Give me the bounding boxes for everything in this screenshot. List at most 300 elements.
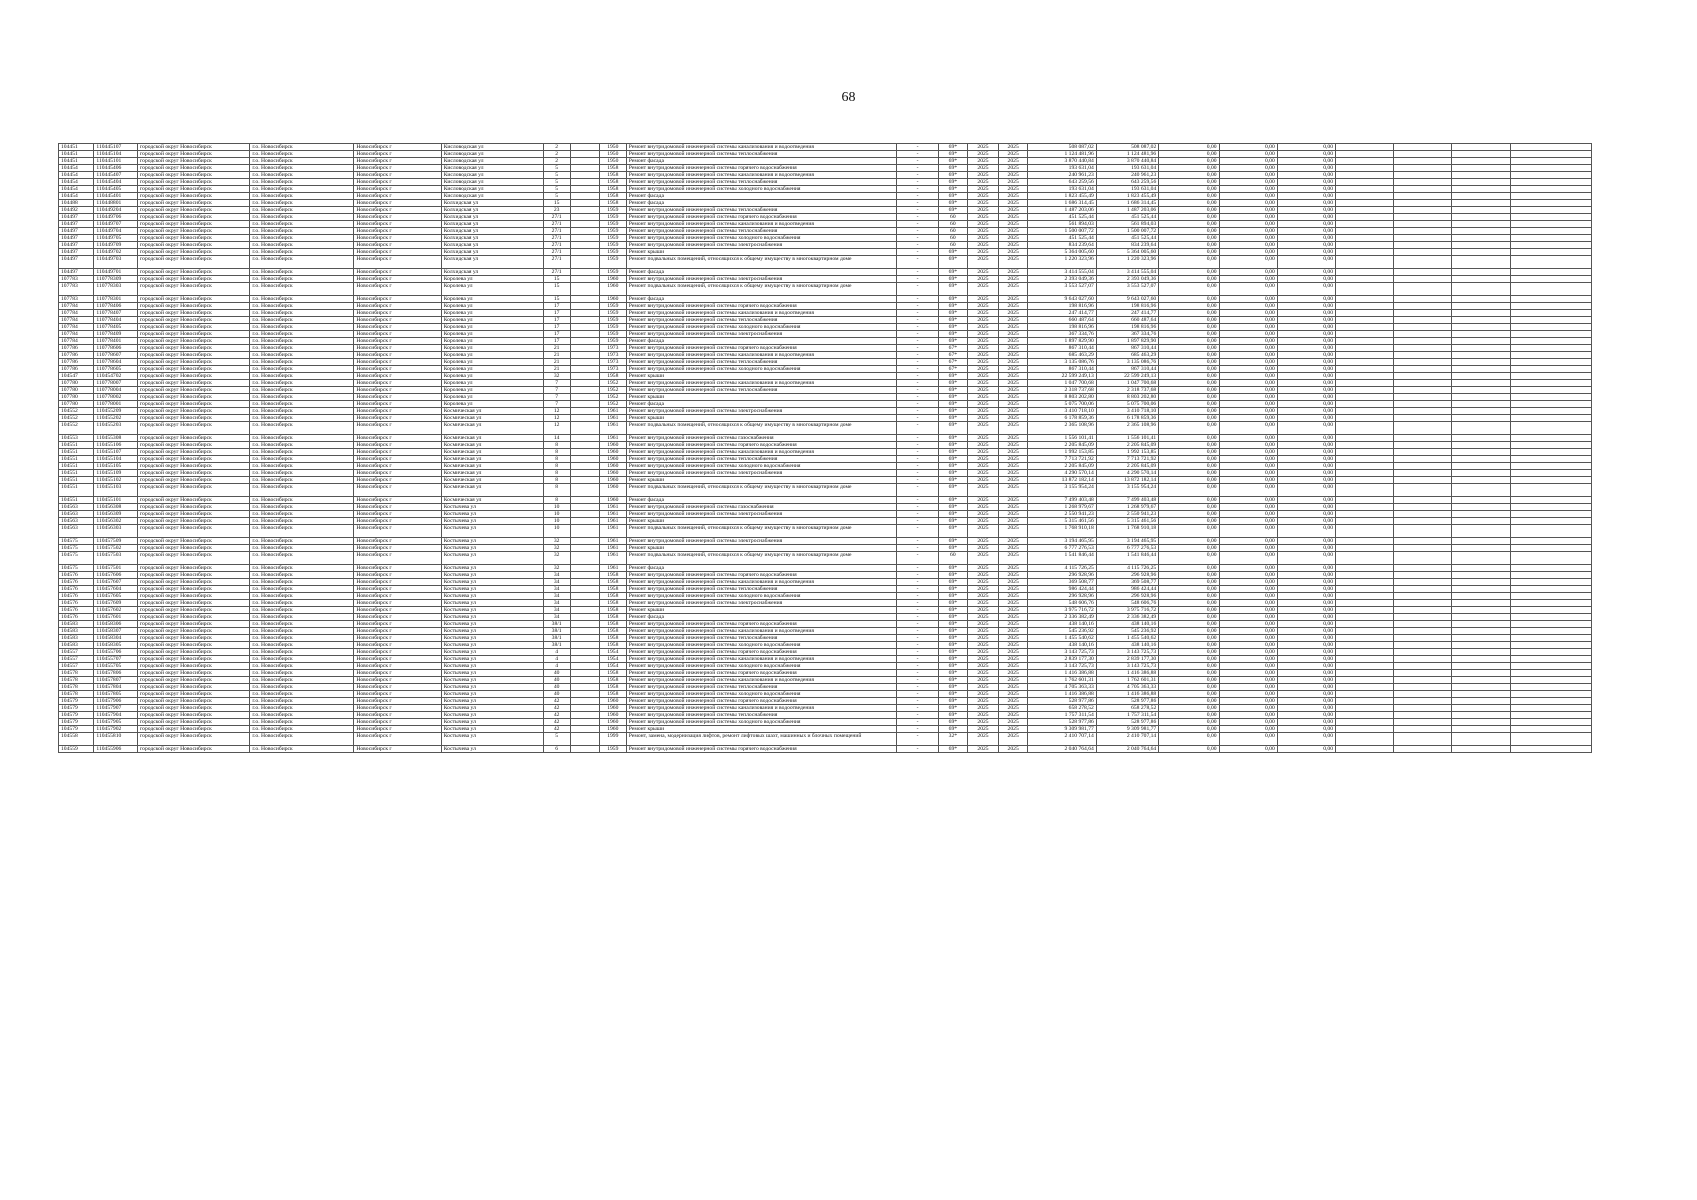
cell-fund-amount: 3 155 954,24 [1096,484,1158,497]
table-row [59,228,1592,235]
cell-extra-1 [1336,552,1394,565]
cell-wear-percent: 69* [938,712,967,719]
cell-extra-3 [1452,158,1510,165]
cell-year-built: 1958 [599,165,626,172]
cell-work-id: 110455107 [94,449,138,456]
cell-plan-year-start: 2025 [967,366,998,373]
table-row [59,352,1592,359]
table-row [59,642,1592,649]
cell-fund-amount: 1 897 829,90 [1096,338,1158,345]
table-row [59,296,1592,303]
cell-plan-year-start: 2025 [967,242,998,249]
cell-budget-federal: 0,00 [1159,435,1219,442]
cell-building [570,338,599,345]
cell-municipality: городской округ Новосибирск [138,677,250,684]
cell-wear-percent: 69* [938,415,967,422]
cell-house-number: 21 [543,345,570,352]
cell-plan-year-start: 2025 [967,324,998,331]
cell-extra-1 [1336,207,1394,214]
cell-extra-3 [1452,359,1510,366]
cell-fund-amount: 3 143 725,73 [1096,663,1158,670]
cell-extra-1 [1336,401,1394,408]
cell-building [570,317,599,324]
cell-work-id: 110454702 [94,373,138,380]
cell-fund-amount: 2 365 108,96 [1096,422,1158,435]
cell-total-cost: 369 508,77 [1028,579,1097,586]
cell-work-type: Ремонт внутридомовой инженерной системы горячего водоснабжения [626,303,896,310]
cell-extra-1 [1336,283,1394,296]
table-row [59,442,1592,449]
table-row [59,242,1592,249]
table-row [59,733,1592,746]
cell-house-id: 104579 [59,719,94,726]
cell-budget-federal: 0,00 [1159,463,1219,470]
cell-building [570,144,599,151]
table-row [59,303,1592,310]
cell-year-built: 1961 [599,518,626,525]
cell-municipality: городской округ Новосибирск [138,144,250,151]
cell-municipality: городской округ Новосибирск [138,179,250,186]
cell-work-id: 110457501 [94,565,138,572]
cell-dash: - [897,144,939,151]
cell-dash: - [897,504,939,511]
cell-extra-3 [1452,373,1510,380]
cell-work-type: Ремонт внутридомовой инженерной системы электроснабжения [626,331,896,338]
cell-city-district: г.о. Новосибирск [250,484,354,497]
cell-budget-regional: 0,00 [1219,621,1277,628]
cell-fund-amount: 367 334,76 [1096,331,1158,338]
cell-extra-2 [1394,200,1452,207]
table-row [59,193,1592,200]
cell-extra-1 [1336,684,1394,691]
cell-budget-federal: 0,00 [1159,593,1219,600]
cell-house-id: 107784 [59,317,94,324]
table-row [59,415,1592,422]
cell-fund-amount: 2 336 382,49 [1096,614,1158,621]
cell-budget-local: 0,00 [1277,394,1335,401]
cell-work-id: 110457902 [94,726,138,733]
cell-house-number: 27/1 [543,221,570,228]
cell-street: Костычева ул [441,600,543,607]
cell-year-built: 1960 [599,442,626,449]
cell-municipality: городской округ Новосибирск [138,746,250,753]
cell-budget-regional: 0,00 [1219,296,1277,303]
cell-wear-percent: 69* [938,463,967,470]
cell-house-number: 27/1 [543,235,570,242]
cell-municipality: городской округ Новосибирск [138,276,250,283]
cell-budget-local: 0,00 [1277,449,1335,456]
cell-total-cost: 240 961,23 [1028,172,1097,179]
cell-work-id: 110457509 [94,538,138,545]
cell-municipality: городской округ Новосибирск [138,242,250,249]
cell-work-id: 110456308 [94,504,138,511]
cell-extra-1 [1336,249,1394,256]
cell-building [570,193,599,200]
cell-dash: - [897,593,939,600]
cell-fund-amount: 1 047 700,68 [1096,380,1158,387]
cell-street: Костычева ул [441,511,543,518]
cell-total-cost: 867 310,44 [1028,366,1097,373]
cell-house-id: 107784 [59,338,94,345]
cell-building [570,621,599,628]
cell-plan-year-start: 2025 [967,705,998,712]
cell-extra-4 [1510,179,1591,186]
cell-locality: Новосибирск г [354,186,441,193]
cell-work-type: Ремонт внутридомовой инженерной системы горячего водоснабжения [626,442,896,449]
cell-extra-2 [1394,394,1452,401]
table-row [59,712,1592,719]
cell-budget-federal: 0,00 [1159,366,1219,373]
cell-wear-percent: 69* [938,324,967,331]
cell-building [570,296,599,303]
cell-plan-year-end: 2025 [999,179,1028,186]
cell-work-id: 110445406 [94,165,138,172]
cell-year-built: 1960 [599,705,626,712]
cell-budget-local: 0,00 [1277,359,1335,366]
cell-dash: - [897,324,939,331]
cell-plan-year-end: 2025 [999,249,1028,256]
cell-building [570,401,599,408]
cell-work-id: 110778405 [94,324,138,331]
cell-street: Костычева ул [441,656,543,663]
cell-extra-2 [1394,565,1452,572]
cell-house-id: 104454 [59,186,94,193]
cell-budget-federal: 0,00 [1159,338,1219,345]
cell-plan-year-end: 2025 [999,579,1028,586]
table-row [59,172,1592,179]
cell-total-cost: 1 124 481,96 [1028,151,1097,158]
cell-extra-3 [1452,207,1510,214]
cell-extra-2 [1394,684,1452,691]
cell-fund-amount: 986 424,44 [1096,586,1158,593]
cell-house-id: 104563 [59,518,94,525]
cell-total-cost: 438 140,16 [1028,642,1097,649]
cell-municipality: городской округ Новосибирск [138,649,250,656]
cell-budget-regional: 0,00 [1219,221,1277,228]
cell-plan-year-start: 2025 [967,165,998,172]
cell-budget-federal: 0,00 [1159,628,1219,635]
cell-city-district: г.о. Новосибирск [250,442,354,449]
cell-total-cost: 1 268 979,67 [1028,504,1097,511]
cell-work-id: 110778409 [94,331,138,338]
cell-extra-4 [1510,415,1591,422]
cell-fund-amount: 7 713 721,92 [1096,456,1158,463]
cell-extra-2 [1394,172,1452,179]
cell-dash: - [897,656,939,663]
cell-year-built: 1958 [599,579,626,586]
cell-extra-1 [1336,394,1394,401]
cell-plan-year-end: 2025 [999,733,1028,746]
cell-building [570,600,599,607]
cell-locality: Новосибирск г [354,207,441,214]
cell-extra-2 [1394,214,1452,221]
cell-year-built: 1961 [599,552,626,565]
cell-building [570,733,599,746]
cell-building [570,151,599,158]
table-row [59,511,1592,518]
cell-extra-4 [1510,538,1591,545]
cell-house-number: 8 [543,442,570,449]
cell-budget-federal: 0,00 [1159,684,1219,691]
cell-work-id: 110778309 [94,276,138,283]
cell-fund-amount: 1 487 203,06 [1096,207,1158,214]
cell-budget-local: 0,00 [1277,579,1335,586]
cell-budget-regional: 0,00 [1219,276,1277,283]
cell-city-district: г.о. Новосибирск [250,614,354,621]
cell-dash: - [897,435,939,442]
cell-wear-percent: 69* [938,572,967,579]
table-row [59,422,1592,435]
cell-plan-year-end: 2025 [999,691,1028,698]
cell-locality: Новосибирск г [354,283,441,296]
cell-house-number: 27/1 [543,242,570,249]
cell-extra-2 [1394,283,1452,296]
cell-plan-year-start: 2025 [967,380,998,387]
cell-city-district: г.о. Новосибирск [250,345,354,352]
cell-total-cost: 1 768 910,18 [1028,525,1097,538]
cell-work-id: 110455705 [94,663,138,670]
cell-wear-percent: 69* [938,579,967,586]
cell-budget-federal: 0,00 [1159,256,1219,269]
cell-extra-2 [1394,518,1452,525]
cell-year-built: 1959 [599,207,626,214]
cell-budget-regional: 0,00 [1219,484,1277,497]
cell-year-built: 1973 [599,345,626,352]
cell-work-id: 110778406 [94,303,138,310]
cell-extra-2 [1394,401,1452,408]
cell-fund-amount: 3 975 716,72 [1096,607,1158,614]
cell-dash: - [897,387,939,394]
cell-work-type: Ремонт фасада [626,158,896,165]
cell-budget-local: 0,00 [1277,422,1335,435]
cell-budget-local: 0,00 [1277,283,1335,296]
table-row [59,572,1592,579]
cell-street: Костычева ул [441,614,543,621]
cell-house-number: 34 [543,600,570,607]
cell-budget-federal: 0,00 [1159,663,1219,670]
cell-city-district: г.о. Новосибирск [250,214,354,221]
cell-fund-amount: 1 556 101,41 [1096,435,1158,442]
cell-plan-year-start: 2025 [967,303,998,310]
cell-year-built: 1958 [599,621,626,628]
cell-extra-3 [1452,200,1510,207]
cell-extra-3 [1452,338,1510,345]
cell-fund-amount: 867 310,44 [1096,366,1158,373]
cell-extra-3 [1452,172,1510,179]
cell-extra-3 [1452,504,1510,511]
cell-extra-1 [1336,470,1394,477]
cell-work-id: 110457605 [94,593,138,600]
cell-house-number: 32 [543,552,570,565]
cell-budget-regional: 0,00 [1219,642,1277,649]
cell-plan-year-start: 2025 [967,422,998,435]
cell-house-number: 2 [543,151,570,158]
cell-total-cost: 4 290 570,14 [1028,470,1097,477]
cell-plan-year-start: 2025 [967,504,998,511]
cell-dash: - [897,538,939,545]
cell-locality: Новосибирск г [354,373,441,380]
cell-total-cost: 6 178 859,36 [1028,415,1097,422]
cell-fund-amount: 2 410 707,14 [1096,733,1158,746]
cell-building [570,200,599,207]
table-row [59,719,1592,726]
cell-total-cost: 2 336 382,49 [1028,614,1097,621]
cell-extra-4 [1510,698,1591,705]
table-row [59,477,1592,484]
cell-municipality: городской округ Новосибирск [138,172,250,179]
cell-plan-year-start: 2025 [967,193,998,200]
cell-building [570,324,599,331]
cell-dash: - [897,518,939,525]
cell-house-id: 104497 [59,256,94,269]
cell-total-cost: 198 816,96 [1028,324,1097,331]
cell-work-id: 110457807 [94,677,138,684]
cell-house-id: 107780 [59,394,94,401]
cell-locality: Новосибирск г [354,614,441,621]
cell-year-built: 1961 [599,435,626,442]
cell-municipality: городской округ Новосибирск [138,193,250,200]
cell-extra-4 [1510,449,1591,456]
cell-budget-regional: 0,00 [1219,635,1277,642]
cell-extra-3 [1452,276,1510,283]
table-row [59,151,1592,158]
cell-year-built: 1954 [599,649,626,656]
cell-plan-year-start: 2025 [967,607,998,614]
cell-locality: Новосибирск г [354,719,441,726]
cell-locality: Новосибирск г [354,628,441,635]
cell-extra-2 [1394,691,1452,698]
cell-building [570,538,599,545]
cell-wear-percent: 69* [938,310,967,317]
cell-street: Костычева ул [441,684,543,691]
cell-extra-2 [1394,242,1452,249]
cell-dash: - [897,401,939,408]
cell-dash: - [897,317,939,324]
cell-extra-2 [1394,621,1452,628]
cell-city-district: г.о. Новосибирск [250,746,354,753]
cell-budget-local: 0,00 [1277,726,1335,733]
cell-work-type: Ремонт крыши [626,518,896,525]
cell-plan-year-end: 2025 [999,463,1028,470]
cell-budget-regional: 0,00 [1219,151,1277,158]
cell-extra-1 [1336,600,1394,607]
cell-fund-amount: 1 768 910,18 [1096,525,1158,538]
cell-city-district: г.о. Новосибирск [250,249,354,256]
cell-locality: Новосибирск г [354,649,441,656]
cell-fund-amount: 685 463,29 [1096,352,1158,359]
cell-wear-percent: 69* [938,373,967,380]
cell-wear-percent: 69* [938,726,967,733]
cell-extra-3 [1452,525,1510,538]
cell-municipality: городской округ Новосибирск [138,310,250,317]
cell-extra-2 [1394,352,1452,359]
cell-budget-regional: 0,00 [1219,552,1277,565]
cell-extra-4 [1510,151,1591,158]
cell-year-built: 1959 [599,256,626,269]
cell-plan-year-end: 2025 [999,726,1028,733]
cell-extra-3 [1452,193,1510,200]
cell-municipality: городской округ Новосибирск [138,691,250,698]
cell-city-district: г.о. Новосибирск [250,497,354,504]
cell-fund-amount: 438 140,16 [1096,642,1158,649]
cell-extra-1 [1336,435,1394,442]
cell-work-id: 110455203 [94,422,138,435]
cell-dash: - [897,670,939,677]
cell-locality: Новосибирск г [354,656,441,663]
cell-plan-year-end: 2025 [999,317,1028,324]
cell-plan-year-end: 2025 [999,442,1028,449]
cell-municipality: городской округ Новосибирск [138,684,250,691]
cell-house-id: 104576 [59,607,94,614]
cell-plan-year-end: 2025 [999,586,1028,593]
cell-work-id: 110445104 [94,151,138,158]
cell-work-id: 110778301 [94,296,138,303]
cell-extra-4 [1510,435,1591,442]
cell-house-number: 17 [543,324,570,331]
cell-work-type: Ремонт внутридомовой инженерной системы теплоснабжения [626,179,896,186]
table-row [59,394,1592,401]
cell-municipality: городской округ Новосибирск [138,207,250,214]
cell-total-cost: 2 205 845,09 [1028,463,1097,470]
cell-plan-year-end: 2025 [999,401,1028,408]
cell-house-id: 104552 [59,408,94,415]
cell-extra-2 [1394,324,1452,331]
cell-city-district: г.о. Новосибирск [250,705,354,712]
cell-budget-federal: 0,00 [1159,600,1219,607]
cell-budget-regional: 0,00 [1219,719,1277,726]
cell-municipality: городской округ Новосибирск [138,401,250,408]
cell-plan-year-end: 2025 [999,394,1028,401]
cell-extra-2 [1394,380,1452,387]
cell-house-number: 27/1 [543,256,570,269]
cell-extra-3 [1452,249,1510,256]
cell-fund-amount: 4 290 570,14 [1096,470,1158,477]
cell-street: Кисловодская ул [441,172,543,179]
cell-budget-regional: 0,00 [1219,408,1277,415]
cell-year-built: 1961 [599,565,626,572]
cell-street: Костычева ул [441,518,543,525]
cell-house-id: 104497 [59,249,94,256]
cell-plan-year-end: 2025 [999,705,1028,712]
cell-year-built: 1958 [599,373,626,380]
cell-extra-3 [1452,691,1510,698]
cell-extra-4 [1510,600,1591,607]
cell-budget-regional: 0,00 [1219,600,1277,607]
cell-extra-1 [1336,151,1394,158]
cell-municipality: городской округ Новосибирск [138,579,250,586]
cell-extra-3 [1452,621,1510,628]
cell-fund-amount: 528 977,86 [1096,698,1158,705]
cell-city-district: г.о. Новосибирск [250,415,354,422]
cell-house-number: 5 [543,193,570,200]
cell-wear-percent: 69* [938,186,967,193]
cell-work-id: 110457502 [94,545,138,552]
cell-extra-2 [1394,359,1452,366]
cell-budget-local: 0,00 [1277,497,1335,504]
cell-street: Космическая ул [441,470,543,477]
cell-city-district: г.о. Новосибирск [250,677,354,684]
cell-wear-percent: 69* [938,649,967,656]
cell-budget-local: 0,00 [1277,663,1335,670]
cell-house-id: 104576 [59,600,94,607]
cell-house-number: 8 [543,470,570,477]
cell-budget-regional: 0,00 [1219,310,1277,317]
cell-house-id: 104492 [59,207,94,214]
cell-budget-local: 0,00 [1277,442,1335,449]
cell-building [570,172,599,179]
cell-budget-local: 0,00 [1277,200,1335,207]
cell-total-cost: 986 424,44 [1028,586,1097,593]
